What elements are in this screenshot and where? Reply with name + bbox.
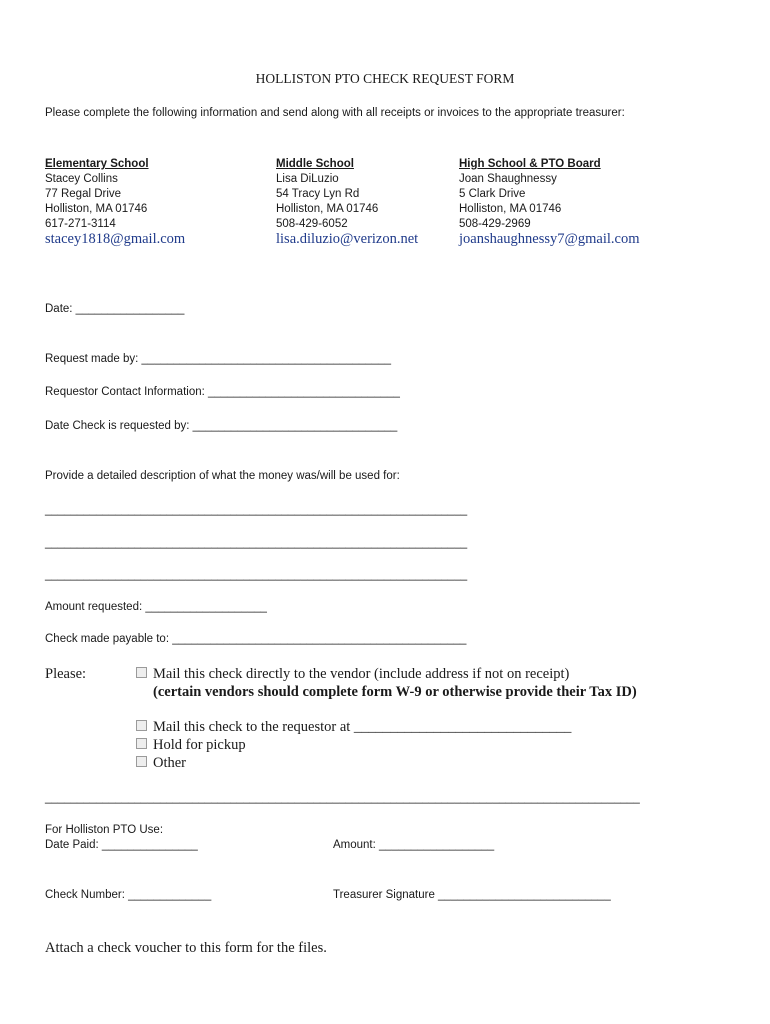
treasurer-signature-field[interactable]: Treasurer Signature ___________________________ xyxy=(333,889,611,901)
date-check-requested-field[interactable]: Date Check is requested by: ________________________________ xyxy=(45,420,398,432)
contact-heading: High School & PTO Board xyxy=(459,158,601,170)
request-made-by-field[interactable]: Request made by: _______________________________________ xyxy=(45,353,391,365)
contact-name: Stacey Collins xyxy=(45,173,118,185)
checkbox-icon[interactable] xyxy=(136,720,147,731)
contact-email-link[interactable]: stacey1818@gmail.com xyxy=(45,231,186,247)
pto-use-heading: For Holliston PTO Use: xyxy=(45,824,164,836)
option-label: Mail this check directly to the vendor (include address if not on receipt) xyxy=(153,666,570,682)
requestor-contact-field[interactable]: Requestor Contact Information: ______________________________ xyxy=(45,386,400,398)
payable-to-field[interactable]: Check made payable to: ______________________________________________ xyxy=(45,633,467,645)
option-label: Mail this check to the requestor at ______________________________ xyxy=(153,719,572,735)
contact-phone: 617-271-3114 xyxy=(45,218,116,230)
contact-phone: 508-429-6052 xyxy=(276,218,348,230)
contact-city: Holliston, MA 01746 xyxy=(459,203,562,215)
description-line[interactable]: __________________________________________________________________ xyxy=(45,537,468,549)
contact-street: 5 Clark Drive xyxy=(459,188,526,200)
contact-city: Holliston, MA 01746 xyxy=(276,203,379,215)
footer-note: Attach a check voucher to this form for the files. xyxy=(45,940,327,956)
contact-middle xyxy=(276,157,418,247)
amount-field[interactable]: Amount: __________________ xyxy=(333,839,495,851)
vendor-tax-note: (certain vendors should complete form W-9 or otherwise provide their Tax ID) xyxy=(153,684,637,700)
date-field[interactable]: Date: _________________ xyxy=(45,303,185,315)
contact-street: 54 Tracy Lyn Rd xyxy=(276,188,360,200)
contact-city: Holliston, MA 01746 xyxy=(45,203,148,215)
check-number-field[interactable]: Check Number: _____________ xyxy=(45,889,212,901)
contact-phone: 508-429-2969 xyxy=(459,218,531,230)
contact-email-link[interactable]: lisa.diluzio@verizon.net xyxy=(276,231,419,247)
form-title: HOLLISTON PTO CHECK REQUEST FORM xyxy=(255,71,515,86)
date-paid-field[interactable]: Date Paid: _______________ xyxy=(45,839,198,851)
contact-name: Lisa DiLuzio xyxy=(276,173,339,185)
section-divider: _____________________________________________________________________________________________ xyxy=(45,792,640,804)
contact-high-school xyxy=(459,157,639,247)
description-prompt: Provide a detailed description of what the money was/will be used for: xyxy=(45,470,400,482)
contact-name: Joan Shaughnessy xyxy=(459,173,557,185)
contact-heading: Middle School xyxy=(276,158,354,170)
amount-requested-field[interactable]: Amount requested: ___________________ xyxy=(45,601,267,613)
option-mail-vendor[interactable] xyxy=(136,666,569,683)
contact-elementary xyxy=(45,157,185,247)
option-mail-requestor[interactable] xyxy=(136,719,571,736)
checkbox-icon[interactable] xyxy=(136,667,147,678)
contact-heading: Elementary School xyxy=(45,158,149,170)
description-line[interactable]: __________________________________________________________________ xyxy=(45,569,468,581)
option-label: Other xyxy=(153,755,187,771)
instructions-text: Please complete the following information and send along with all receipts or invoices to the appropriate treasurer: xyxy=(45,107,625,119)
description-line[interactable]: __________________________________________________________________ xyxy=(45,504,468,516)
please-label: Please: xyxy=(45,666,87,682)
contact-email-link[interactable]: joanshaughnessy7@gmail.com xyxy=(459,231,640,247)
option-label: Hold for pickup xyxy=(153,737,246,753)
option-other[interactable] xyxy=(136,755,186,772)
checkbox-icon[interactable] xyxy=(136,738,147,749)
contact-street: 77 Regal Drive xyxy=(45,188,122,200)
checkbox-icon[interactable] xyxy=(136,756,147,767)
option-hold-pickup[interactable] xyxy=(136,737,246,754)
